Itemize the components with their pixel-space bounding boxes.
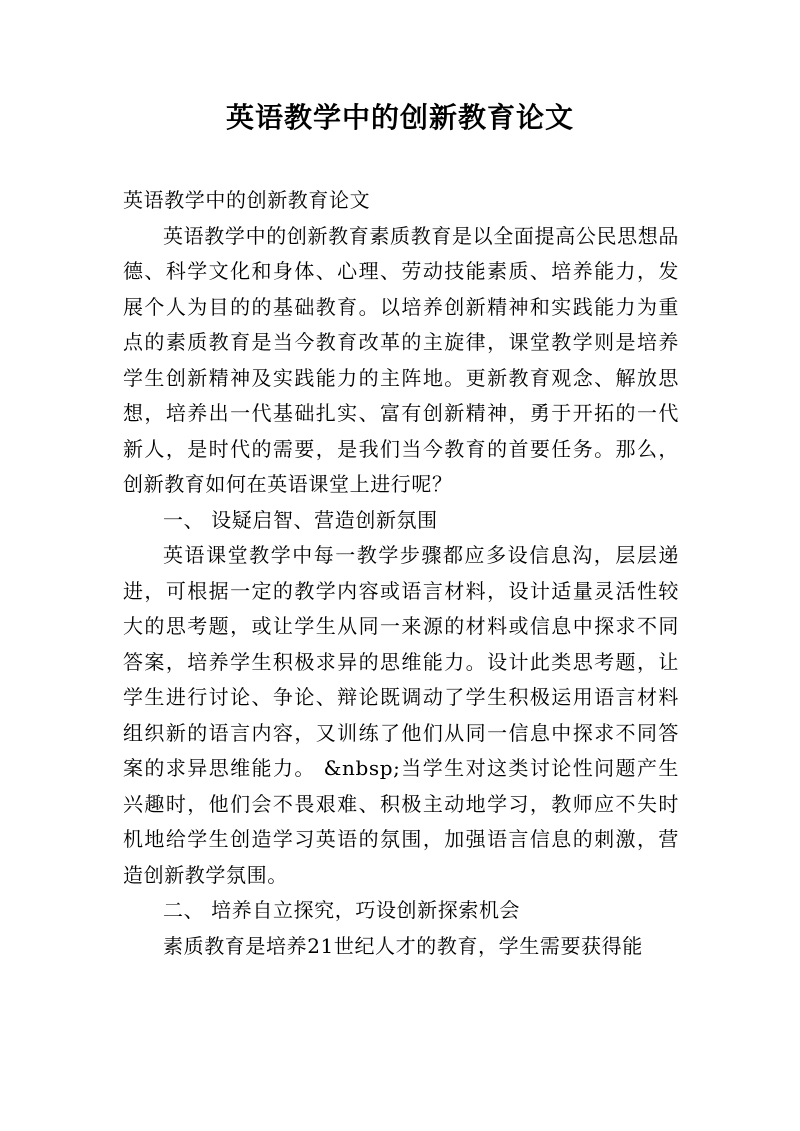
section-heading-2: 二、 培养自立探究，巧设创新探索机会 — [163, 898, 521, 922]
document-title: 英语教学中的创新教育论文 — [225, 101, 574, 134]
document-subtitle: 英语教学中的创新教育论文 — [123, 188, 371, 212]
section-heading-1: 一、 设疑启智、营造创新氛围 — [163, 507, 438, 532]
document-body — [123, 183, 679, 964]
paragraph-intro: 英语教学中的创新教育素质教育是以全面提高公民思想品德、科学文化和身体、心理、劳动技能素质、培养能力，发展个人为目的的基础教育。以培养创新精神和实践能力为重点的素质教育是当今教育改革的主旋律，课堂教学则是培养学生创新精神及实践能力的主阵地。更新教育观念、解放思想，培养出一代基础扎实、富有创新精神，勇于开拓的一代新人，是时代的需要，是我们当今教育的首要任务。那么，创新教育如何在英语课堂上进行呢？ — [123, 223, 679, 496]
paragraph-section-1: 英语课堂教学中每一教学步骤都应多设信息沟，层层递进，可根据一定的教学内容或语言材料，设计适量灵活性较大的思考题，或让学生从同一来源的材料或信息中探求不同答案，培养学生积极求异的思维能力。设计此类思考题，让学生进行讨论、争论、辩论既调动了学生积极运用语言材料组织新的语言内容，又训练了他们从同一信息中探求不同答案的求异思维能力。 &nbsp;当学生对这类讨论性问题产生兴趣时，他们会不畏艰难、积极主动地学习，教师应不失时机地给学生创造学习英语的氛围，加强语言信息的刺激，营造创新教学氛围。 — [123, 543, 679, 887]
paragraph-section-2: 素质教育是培养21世纪人才的教育，学生需要获得能 — [163, 933, 643, 958]
